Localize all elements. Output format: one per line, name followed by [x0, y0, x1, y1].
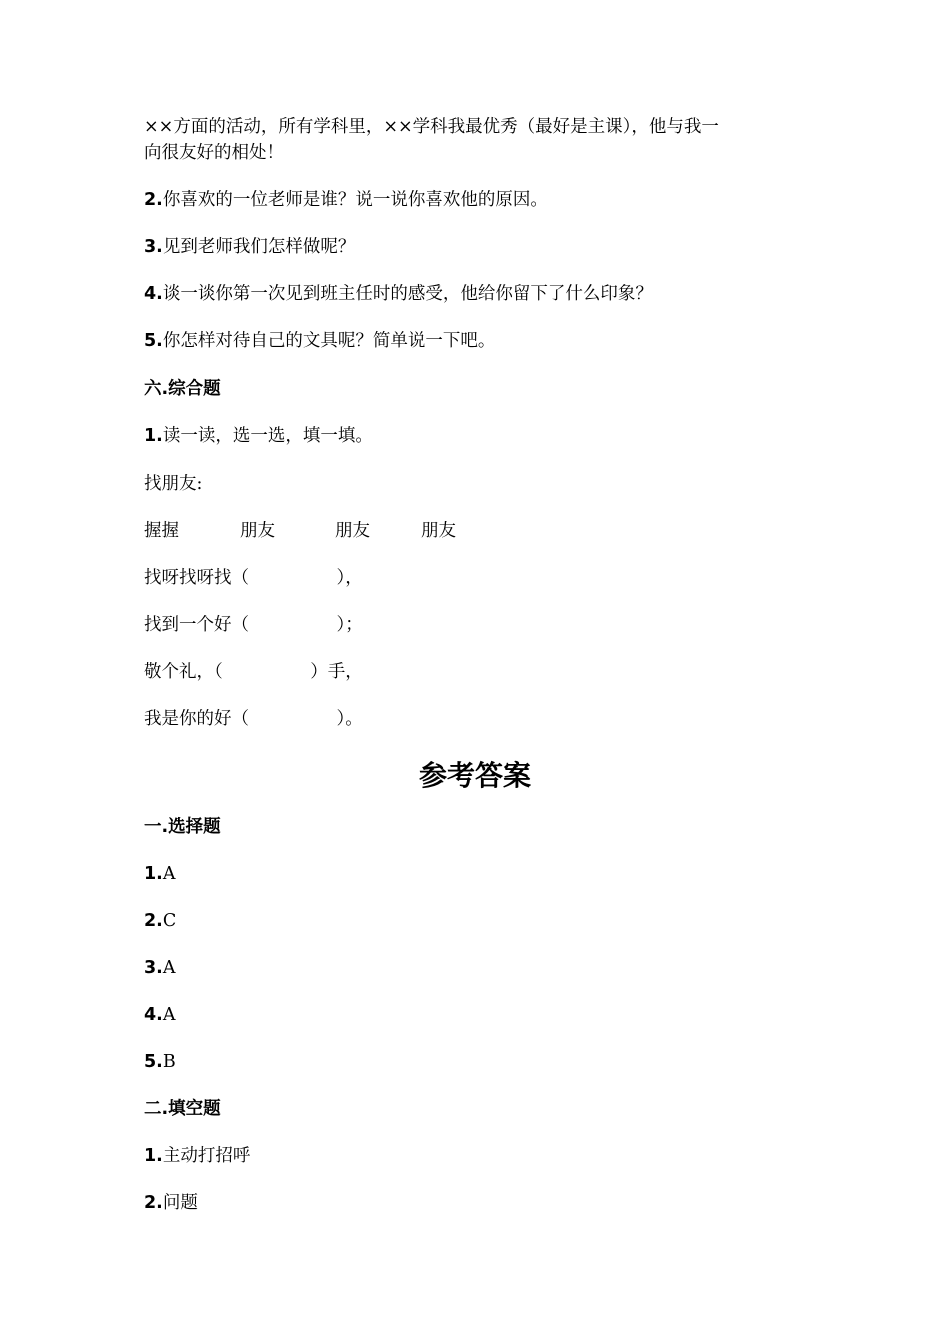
section-6-question-1: [144, 423, 373, 449]
poem-line-1: 找呀找呀找（ ），: [144, 568, 363, 588]
word-row: [144, 518, 456, 544]
answer-item: [144, 1143, 250, 1169]
answer-item: [144, 908, 176, 934]
continued-paragraph-line-2: 向很友好的相处！: [144, 143, 284, 163]
question-5: [144, 328, 495, 354]
question-number: 3.: [144, 237, 163, 257]
answer-item: [144, 861, 175, 887]
question-number: 4.: [144, 284, 163, 304]
answer-number: 2.: [144, 1193, 163, 1213]
answer-number: 2.: [144, 911, 163, 931]
poem-line-4: 我是你的好（ ）。: [144, 709, 363, 729]
question-text: 谈一谈你第一次见到班主任时的感受，他给你留下了什么印象？: [162, 284, 653, 304]
answer-text: 问题: [162, 1193, 198, 1213]
question-4: [144, 281, 653, 307]
question-3: [144, 234, 355, 260]
answer-item: [144, 1049, 176, 1075]
answers-title: 参考答案: [418, 759, 531, 792]
word-option: 朋友: [335, 521, 370, 541]
question-text: 你喜欢的一位老师是谁？说一说你喜欢他的原因。: [162, 190, 548, 210]
answer-number: 3.: [144, 958, 163, 978]
answer-item: [144, 1002, 175, 1028]
answer-text: 主动打招呼: [162, 1146, 251, 1166]
question-2: [144, 187, 548, 213]
answer-text: B: [162, 1052, 176, 1072]
question-number: 2.: [144, 190, 163, 210]
question-number: 1.: [144, 426, 163, 446]
poem-title: 找朋友:: [144, 474, 203, 494]
answers-section-2-heading: 二.填空题: [144, 1099, 221, 1119]
question-number: 5.: [144, 331, 163, 351]
answer-text: C: [162, 911, 177, 931]
answers-section-1-heading: 一.选择题: [144, 817, 221, 837]
word-option: 握握: [144, 521, 179, 541]
answer-number: 1.: [144, 1146, 163, 1166]
question-text: 你怎样对待自己的文具呢？简单说一下吧。: [162, 331, 496, 351]
answer-number: 5.: [144, 1052, 163, 1072]
answer-number: 1.: [144, 864, 163, 884]
answer-text: A: [162, 1005, 176, 1025]
word-option: 朋友: [240, 521, 275, 541]
answer-item: [144, 1190, 198, 1216]
question-text: 读一读，选一选，填一填。: [162, 426, 373, 446]
answer-text: A: [162, 864, 176, 884]
question-text: 见到老师我们怎样做呢？: [162, 237, 356, 257]
poem-line-3: 敬个礼，（ ）手，: [144, 662, 363, 682]
section-6-heading: 六.综合题: [144, 379, 221, 399]
answer-item: [144, 955, 175, 981]
answer-text: A: [162, 958, 176, 978]
answer-number: 4.: [144, 1005, 163, 1025]
word-option: 朋友: [421, 521, 456, 541]
poem-line-2: 找到一个好（ ）；: [144, 615, 363, 635]
continued-paragraph-line-1: ××方面的活动，所有学科里，××学科我最优秀（最好是主课），他与我一: [144, 117, 719, 137]
